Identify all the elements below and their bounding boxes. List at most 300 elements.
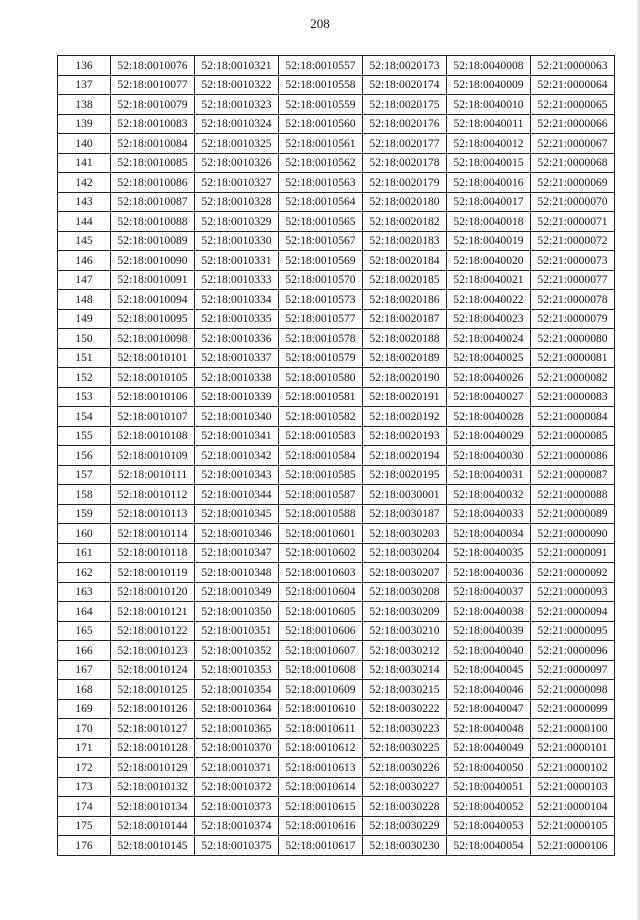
cadastral-number-cell: 52:18:0010326 xyxy=(195,153,279,173)
cadastral-number-cell: 52:18:0020185 xyxy=(363,270,447,290)
cadastral-number-cell: 52:18:0030222 xyxy=(363,699,447,719)
cadastral-number-cell: 52:18:0010562 xyxy=(279,153,363,173)
cadastral-number-cell: 52:18:0010329 xyxy=(195,212,279,232)
cadastral-number-cell: 52:18:0030204 xyxy=(363,543,447,563)
cadastral-number-cell: 52:18:0040038 xyxy=(447,602,531,622)
cadastral-number-cell: 52:18:0020178 xyxy=(363,153,447,173)
table-row xyxy=(58,465,615,485)
cadastral-number-cell: 52:21:0000063 xyxy=(531,56,615,76)
cadastral-number-cell: 52:18:0010085 xyxy=(111,153,195,173)
cadastral-number-cell: 52:18:0010145 xyxy=(111,836,195,856)
table-row xyxy=(58,173,615,193)
page-number: 208 xyxy=(310,16,330,31)
cadastral-number-cell: 52:18:0040030 xyxy=(447,446,531,466)
cadastral-number-cell: 52:18:0030203 xyxy=(363,524,447,544)
table-row xyxy=(58,719,615,739)
cadastral-number-cell: 52:18:0010579 xyxy=(279,348,363,368)
table-row xyxy=(58,563,615,583)
cadastral-number-cell: 52:18:0020177 xyxy=(363,134,447,154)
cadastral-number-cell: 52:18:0020187 xyxy=(363,309,447,329)
cadastral-number-cell: 52:18:0010350 xyxy=(195,602,279,622)
cadastral-number-cell: 52:21:0000068 xyxy=(531,153,615,173)
row-number-cell: 167 xyxy=(58,660,111,680)
cadastral-number-cell: 52:18:0010090 xyxy=(111,251,195,271)
table-row xyxy=(58,582,615,602)
cadastral-number-cell: 52:18:0040054 xyxy=(447,836,531,856)
cadastral-number-cell: 52:18:0010327 xyxy=(195,173,279,193)
cadastral-number-cell: 52:18:0010616 xyxy=(279,816,363,836)
cadastral-number-cell: 52:18:0010336 xyxy=(195,329,279,349)
row-number-cell: 152 xyxy=(58,368,111,388)
cadastral-number-cell: 52:18:0040009 xyxy=(447,75,531,95)
cadastral-number-cell: 52:18:0010337 xyxy=(195,348,279,368)
table-row xyxy=(58,836,615,856)
cadastral-number-cell: 52:18:0030207 xyxy=(363,563,447,583)
cadastral-number-cell: 52:18:0040028 xyxy=(447,407,531,427)
cadastral-number-cell: 52:18:0010565 xyxy=(279,212,363,232)
cadastral-number-cell: 52:18:0010132 xyxy=(111,777,195,797)
cadastral-number-cell: 52:21:0000064 xyxy=(531,75,615,95)
cadastral-number-cell: 52:18:0030226 xyxy=(363,758,447,778)
row-number-cell: 149 xyxy=(58,309,111,329)
cadastral-number-cell: 52:18:0040031 xyxy=(447,465,531,485)
cadastral-number-cell: 52:18:0010089 xyxy=(111,231,195,251)
cadastral-number-cell: 52:18:0040046 xyxy=(447,680,531,700)
table-row xyxy=(58,212,615,232)
cadastral-number-cell: 52:18:0010144 xyxy=(111,816,195,836)
cadastral-number-cell: 52:18:0010114 xyxy=(111,524,195,544)
cadastral-number-cell: 52:18:0040027 xyxy=(447,387,531,407)
cadastral-number-cell: 52:18:0010614 xyxy=(279,777,363,797)
cadastral-number-cell: 52:18:0040035 xyxy=(447,543,531,563)
cadastral-number-cell: 52:18:0010109 xyxy=(111,446,195,466)
cadastral-number-cell: 52:18:0010588 xyxy=(279,504,363,524)
row-number-cell: 153 xyxy=(58,387,111,407)
table-row xyxy=(58,368,615,388)
cadastral-number-cell: 52:21:0000105 xyxy=(531,816,615,836)
cadastral-number-cell: 52:18:0020195 xyxy=(363,465,447,485)
cadastral-number-cell: 52:18:0010346 xyxy=(195,524,279,544)
row-number-cell: 147 xyxy=(58,270,111,290)
cadastral-number-cell: 52:21:0000079 xyxy=(531,309,615,329)
cadastral-number-cell: 52:18:0010604 xyxy=(279,582,363,602)
cadastral-number-cell: 52:21:0000084 xyxy=(531,407,615,427)
cadastral-number-cell: 52:18:0040053 xyxy=(447,816,531,836)
cadastral-number-cell: 52:18:0040016 xyxy=(447,173,531,193)
cadastral-number-cell: 52:18:0010086 xyxy=(111,173,195,193)
cadastral-number-cell: 52:21:0000097 xyxy=(531,660,615,680)
cadastral-number-cell: 52:18:0010617 xyxy=(279,836,363,856)
cadastral-number-cell: 52:18:0010561 xyxy=(279,134,363,154)
cadastral-number-cell: 52:18:0010127 xyxy=(111,719,195,739)
cadastral-number-cell: 52:18:0010372 xyxy=(195,777,279,797)
cadastral-number-cell: 52:18:0010370 xyxy=(195,738,279,758)
cadastral-number-cell: 52:21:0000094 xyxy=(531,602,615,622)
table-row xyxy=(58,797,615,817)
cadastral-number-cell: 52:18:0010121 xyxy=(111,602,195,622)
cadastral-number-cell: 52:18:0030228 xyxy=(363,797,447,817)
cadastral-number-cell: 52:21:0000087 xyxy=(531,465,615,485)
cadastral-number-cell: 52:18:0010605 xyxy=(279,602,363,622)
cadastral-number-cell: 52:18:0010345 xyxy=(195,504,279,524)
cadastral-number-cell: 52:18:0010077 xyxy=(111,75,195,95)
cadastral-number-cell: 52:21:0000086 xyxy=(531,446,615,466)
row-number-cell: 172 xyxy=(58,758,111,778)
table-row xyxy=(58,738,615,758)
cadastral-number-cell: 52:18:0010348 xyxy=(195,563,279,583)
cadastral-number-cell: 52:18:0030223 xyxy=(363,719,447,739)
cadastral-number-cell: 52:18:0020192 xyxy=(363,407,447,427)
cadastral-number-cell: 52:18:0020190 xyxy=(363,368,447,388)
cadastral-number-cell: 52:18:0030225 xyxy=(363,738,447,758)
cadastral-number-cell: 52:18:0020182 xyxy=(363,212,447,232)
cadastral-number-cell: 52:18:0030208 xyxy=(363,582,447,602)
table-row xyxy=(58,251,615,271)
cadastral-number-cell: 52:18:0030229 xyxy=(363,816,447,836)
cadastral-number-table xyxy=(57,55,615,856)
cadastral-number-cell: 52:18:0010583 xyxy=(279,426,363,446)
row-number-cell: 169 xyxy=(58,699,111,719)
row-number-cell: 165 xyxy=(58,621,111,641)
row-number-cell: 166 xyxy=(58,641,111,661)
cadastral-number-cell: 52:18:0030209 xyxy=(363,602,447,622)
cadastral-number-cell: 52:18:0010347 xyxy=(195,543,279,563)
cadastral-number-cell: 52:18:0030230 xyxy=(363,836,447,856)
cadastral-number-cell: 52:18:0020186 xyxy=(363,290,447,310)
cadastral-number-cell: 52:18:0010118 xyxy=(111,543,195,563)
cadastral-number-cell: 52:18:0040034 xyxy=(447,524,531,544)
row-number-cell: 164 xyxy=(58,602,111,622)
cadastral-number-cell: 52:18:0010585 xyxy=(279,465,363,485)
cadastral-number-cell: 52:18:0010375 xyxy=(195,836,279,856)
cadastral-number-cell: 52:18:0010578 xyxy=(279,329,363,349)
cadastral-number-cell: 52:18:0010342 xyxy=(195,446,279,466)
cadastral-number-cell: 52:18:0010330 xyxy=(195,231,279,251)
cadastral-number-cell: 52:18:0010570 xyxy=(279,270,363,290)
cadastral-number-cell: 52:18:0010323 xyxy=(195,95,279,115)
cadastral-number-cell: 52:18:0020176 xyxy=(363,114,447,134)
cadastral-number-cell: 52:18:0040033 xyxy=(447,504,531,524)
row-number-cell: 173 xyxy=(58,777,111,797)
row-number-cell: 162 xyxy=(58,563,111,583)
row-number-cell: 146 xyxy=(58,251,111,271)
cadastral-number-cell: 52:18:0010563 xyxy=(279,173,363,193)
cadastral-number-cell: 52:18:0010105 xyxy=(111,368,195,388)
table-row xyxy=(58,699,615,719)
table-row xyxy=(58,348,615,368)
cadastral-number-cell: 52:18:0010134 xyxy=(111,797,195,817)
cadastral-number-cell: 52:21:0000078 xyxy=(531,290,615,310)
table-row xyxy=(58,816,615,836)
cadastral-number-cell: 52:21:0000102 xyxy=(531,758,615,778)
cadastral-number-cell: 52:18:0010608 xyxy=(279,660,363,680)
row-number-cell: 158 xyxy=(58,485,111,505)
cadastral-number-cell: 52:21:0000098 xyxy=(531,680,615,700)
row-number-cell: 170 xyxy=(58,719,111,739)
cadastral-number-cell: 52:18:0020180 xyxy=(363,192,447,212)
cadastral-number-cell: 52:18:0030210 xyxy=(363,621,447,641)
table-row xyxy=(58,231,615,251)
cadastral-number-cell: 52:18:0010091 xyxy=(111,270,195,290)
cadastral-number-cell: 52:18:0040048 xyxy=(447,719,531,739)
cadastral-number-cell: 52:18:0040045 xyxy=(447,660,531,680)
cadastral-number-cell: 52:18:0040036 xyxy=(447,563,531,583)
cadastral-number-cell: 52:18:0010112 xyxy=(111,485,195,505)
cadastral-number-cell: 52:18:0010334 xyxy=(195,290,279,310)
cadastral-number-cell: 52:18:0010333 xyxy=(195,270,279,290)
cadastral-number-cell: 52:18:0010087 xyxy=(111,192,195,212)
table-row xyxy=(58,153,615,173)
row-number-cell: 143 xyxy=(58,192,111,212)
table-row xyxy=(58,504,615,524)
table-row xyxy=(58,192,615,212)
row-number-cell: 161 xyxy=(58,543,111,563)
cadastral-number-cell: 52:18:0020193 xyxy=(363,426,447,446)
cadastral-number-cell: 52:21:0000095 xyxy=(531,621,615,641)
cadastral-number-cell: 52:18:0010606 xyxy=(279,621,363,641)
cadastral-number-cell: 52:18:0010601 xyxy=(279,524,363,544)
cadastral-number-cell: 52:18:0010083 xyxy=(111,114,195,134)
table-row xyxy=(58,485,615,505)
cadastral-number-cell: 52:18:0010125 xyxy=(111,680,195,700)
cadastral-number-cell: 52:18:0040037 xyxy=(447,582,531,602)
cadastral-number-cell: 52:18:0040024 xyxy=(447,329,531,349)
cadastral-number-cell: 52:18:0010349 xyxy=(195,582,279,602)
cadastral-number-cell: 52:18:0010615 xyxy=(279,797,363,817)
row-number-cell: 171 xyxy=(58,738,111,758)
cadastral-number-cell: 52:18:0010338 xyxy=(195,368,279,388)
cadastral-number-cell: 52:18:0010371 xyxy=(195,758,279,778)
cadastral-number-cell: 52:21:0000106 xyxy=(531,836,615,856)
cadastral-number-cell: 52:18:0040049 xyxy=(447,738,531,758)
cadastral-number-cell: 52:18:0010603 xyxy=(279,563,363,583)
cadastral-number-cell: 52:18:0040019 xyxy=(447,231,531,251)
cadastral-number-cell: 52:18:0010098 xyxy=(111,329,195,349)
cadastral-number-cell: 52:18:0010122 xyxy=(111,621,195,641)
cadastral-number-cell: 52:18:0010613 xyxy=(279,758,363,778)
cadastral-number-cell: 52:18:0010584 xyxy=(279,446,363,466)
cadastral-number-cell: 52:18:0010354 xyxy=(195,680,279,700)
cadastral-number-cell: 52:21:0000069 xyxy=(531,173,615,193)
cadastral-number-cell: 52:18:0030212 xyxy=(363,641,447,661)
table-row xyxy=(58,134,615,154)
cadastral-number-cell: 52:18:0010374 xyxy=(195,816,279,836)
row-number-cell: 138 xyxy=(58,95,111,115)
cadastral-number-cell: 52:21:0000092 xyxy=(531,563,615,583)
table-row xyxy=(58,75,615,95)
cadastral-number-cell: 52:21:0000101 xyxy=(531,738,615,758)
cadastral-number-cell: 52:18:0010364 xyxy=(195,699,279,719)
cadastral-number-cell: 52:18:0010128 xyxy=(111,738,195,758)
cadastral-number-cell: 52:18:0010339 xyxy=(195,387,279,407)
cadastral-number-cell: 52:18:0010126 xyxy=(111,699,195,719)
cadastral-number-cell: 52:18:0020175 xyxy=(363,95,447,115)
cadastral-number-cell: 52:18:0010353 xyxy=(195,660,279,680)
cadastral-number-cell: 52:18:0010612 xyxy=(279,738,363,758)
cadastral-number-cell: 52:18:0010341 xyxy=(195,426,279,446)
cadastral-number-cell: 52:18:0040020 xyxy=(447,251,531,271)
cadastral-number-cell: 52:18:0010328 xyxy=(195,192,279,212)
cadastral-number-cell: 52:18:0040018 xyxy=(447,212,531,232)
row-number-cell: 150 xyxy=(58,329,111,349)
cadastral-number-cell: 52:18:0010324 xyxy=(195,114,279,134)
cadastral-number-cell: 52:18:0010607 xyxy=(279,641,363,661)
row-number-cell: 142 xyxy=(58,173,111,193)
table-row xyxy=(58,660,615,680)
cadastral-number-cell: 52:21:0000100 xyxy=(531,719,615,739)
cadastral-number-cell: 52:18:0040047 xyxy=(447,699,531,719)
cadastral-number-cell: 52:18:0030215 xyxy=(363,680,447,700)
row-number-cell: 175 xyxy=(58,816,111,836)
cadastral-number-cell: 52:18:0010344 xyxy=(195,485,279,505)
cadastral-number-cell: 52:21:0000093 xyxy=(531,582,615,602)
table-row xyxy=(58,641,615,661)
cadastral-number-cell: 52:18:0040050 xyxy=(447,758,531,778)
cadastral-number-cell: 52:18:0030227 xyxy=(363,777,447,797)
cadastral-number-cell: 52:18:0020183 xyxy=(363,231,447,251)
cadastral-number-cell: 52:18:0010084 xyxy=(111,134,195,154)
cadastral-number-cell: 52:18:0010611 xyxy=(279,719,363,739)
cadastral-number-cell: 52:18:0040032 xyxy=(447,485,531,505)
cadastral-number-cell: 52:18:0020191 xyxy=(363,387,447,407)
row-number-cell: 154 xyxy=(58,407,111,427)
cadastral-number-cell: 52:18:0010373 xyxy=(195,797,279,817)
cadastral-number-cell: 52:18:0020173 xyxy=(363,56,447,76)
row-number-cell: 163 xyxy=(58,582,111,602)
cadastral-number-cell: 52:18:0010107 xyxy=(111,407,195,427)
row-number-cell: 160 xyxy=(58,524,111,544)
cadastral-number-cell: 52:21:0000104 xyxy=(531,797,615,817)
cadastral-number-cell: 52:18:0010557 xyxy=(279,56,363,76)
cadastral-number-cell: 52:18:0010106 xyxy=(111,387,195,407)
table-row xyxy=(58,95,615,115)
cadastral-number-cell: 52:18:0010567 xyxy=(279,231,363,251)
cadastral-number-cell: 52:21:0000066 xyxy=(531,114,615,134)
row-number-cell: 151 xyxy=(58,348,111,368)
cadastral-number-cell: 52:18:0010120 xyxy=(111,582,195,602)
cadastral-number-cell: 52:18:0020188 xyxy=(363,329,447,349)
table-row xyxy=(58,602,615,622)
cadastral-number-cell: 52:18:0010321 xyxy=(195,56,279,76)
cadastral-number-cell: 52:18:0040040 xyxy=(447,641,531,661)
cadastral-number-cell: 52:18:0010088 xyxy=(111,212,195,232)
cadastral-number-cell: 52:18:0010129 xyxy=(111,758,195,778)
cadastral-number-cell: 52:18:0010124 xyxy=(111,660,195,680)
cadastral-number-cell: 52:18:0010609 xyxy=(279,680,363,700)
table-body xyxy=(58,56,615,856)
cadastral-number-cell: 52:18:0040022 xyxy=(447,290,531,310)
table-row xyxy=(58,758,615,778)
cadastral-number-cell: 52:21:0000103 xyxy=(531,777,615,797)
cadastral-number-cell: 52:21:0000070 xyxy=(531,192,615,212)
table-row xyxy=(58,309,615,329)
table-row xyxy=(58,407,615,427)
row-number-cell: 155 xyxy=(58,426,111,446)
row-number-cell: 145 xyxy=(58,231,111,251)
cadastral-number-cell: 52:18:0010343 xyxy=(195,465,279,485)
cadastral-number-cell: 52:18:0010558 xyxy=(279,75,363,95)
cadastral-number-cell: 52:18:0010564 xyxy=(279,192,363,212)
table-row xyxy=(58,680,615,700)
cadastral-number-cell: 52:18:0040025 xyxy=(447,348,531,368)
table-row xyxy=(58,777,615,797)
row-number-cell: 140 xyxy=(58,134,111,154)
cadastral-number-cell: 52:18:0010108 xyxy=(111,426,195,446)
cadastral-number-cell: 52:21:0000099 xyxy=(531,699,615,719)
cadastral-number-cell: 52:18:0010335 xyxy=(195,309,279,329)
cadastral-number-cell: 52:18:0040021 xyxy=(447,270,531,290)
row-number-cell: 168 xyxy=(58,680,111,700)
row-number-cell: 159 xyxy=(58,504,111,524)
cadastral-number-cell: 52:18:0010094 xyxy=(111,290,195,310)
cadastral-number-cell: 52:21:0000071 xyxy=(531,212,615,232)
cadastral-number-cell: 52:18:0020184 xyxy=(363,251,447,271)
cadastral-number-cell: 52:18:0010365 xyxy=(195,719,279,739)
row-number-cell: 157 xyxy=(58,465,111,485)
cadastral-number-cell: 52:18:0040017 xyxy=(447,192,531,212)
cadastral-number-cell: 52:18:0010101 xyxy=(111,348,195,368)
cadastral-number-cell: 52:18:0010610 xyxy=(279,699,363,719)
cadastral-number-cell: 52:21:0000077 xyxy=(531,270,615,290)
cadastral-number-cell: 52:21:0000072 xyxy=(531,231,615,251)
table-row xyxy=(58,621,615,641)
cadastral-number-cell: 52:18:0010325 xyxy=(195,134,279,154)
table-row xyxy=(58,524,615,544)
cadastral-number-cell: 52:21:0000073 xyxy=(531,251,615,271)
row-number-cell: 174 xyxy=(58,797,111,817)
cadastral-number-cell: 52:18:0010123 xyxy=(111,641,195,661)
cadastral-number-cell: 52:18:0010602 xyxy=(279,543,363,563)
cadastral-number-cell: 52:18:0010340 xyxy=(195,407,279,427)
cadastral-number-cell: 52:21:0000091 xyxy=(531,543,615,563)
cadastral-number-cell: 52:18:0040015 xyxy=(447,153,531,173)
table-row xyxy=(58,426,615,446)
cadastral-number-cell: 52:18:0010351 xyxy=(195,621,279,641)
cadastral-number-cell: 52:18:0010582 xyxy=(279,407,363,427)
cadastral-number-cell: 52:18:0040011 xyxy=(447,114,531,134)
cadastral-number-cell: 52:18:0040052 xyxy=(447,797,531,817)
row-number-cell: 136 xyxy=(58,56,111,76)
cadastral-number-cell: 52:18:0010119 xyxy=(111,563,195,583)
cadastral-number-cell: 52:18:0010079 xyxy=(111,95,195,115)
cadastral-number-cell: 52:18:0030214 xyxy=(363,660,447,680)
cadastral-number-cell: 52:18:0040029 xyxy=(447,426,531,446)
cadastral-number-cell: 52:18:0010587 xyxy=(279,485,363,505)
table-row xyxy=(58,270,615,290)
cadastral-number-cell: 52:18:0040012 xyxy=(447,134,531,154)
cadastral-number-cell: 52:21:0000065 xyxy=(531,95,615,115)
row-number-cell: 139 xyxy=(58,114,111,134)
cadastral-number-cell: 52:21:0000090 xyxy=(531,524,615,544)
cadastral-number-cell: 52:18:0010322 xyxy=(195,75,279,95)
row-number-cell: 148 xyxy=(58,290,111,310)
table-row xyxy=(58,446,615,466)
cadastral-number-cell: 52:18:0010113 xyxy=(111,504,195,524)
cadastral-number-cell: 52:21:0000083 xyxy=(531,387,615,407)
cadastral-number-cell: 52:18:0010331 xyxy=(195,251,279,271)
cadastral-number-cell: 52:21:0000067 xyxy=(531,134,615,154)
cadastral-number-cell: 52:21:0000088 xyxy=(531,485,615,505)
cadastral-number-cell: 52:18:0010569 xyxy=(279,251,363,271)
cadastral-number-cell: 52:18:0010573 xyxy=(279,290,363,310)
row-number-cell: 137 xyxy=(58,75,111,95)
cadastral-number-cell: 52:18:0030001 xyxy=(363,485,447,505)
table-row xyxy=(58,114,615,134)
table-row xyxy=(58,56,615,76)
row-number-cell: 141 xyxy=(58,153,111,173)
cadastral-number-cell: 52:18:0040026 xyxy=(447,368,531,388)
cadastral-number-cell: 52:18:0040039 xyxy=(447,621,531,641)
